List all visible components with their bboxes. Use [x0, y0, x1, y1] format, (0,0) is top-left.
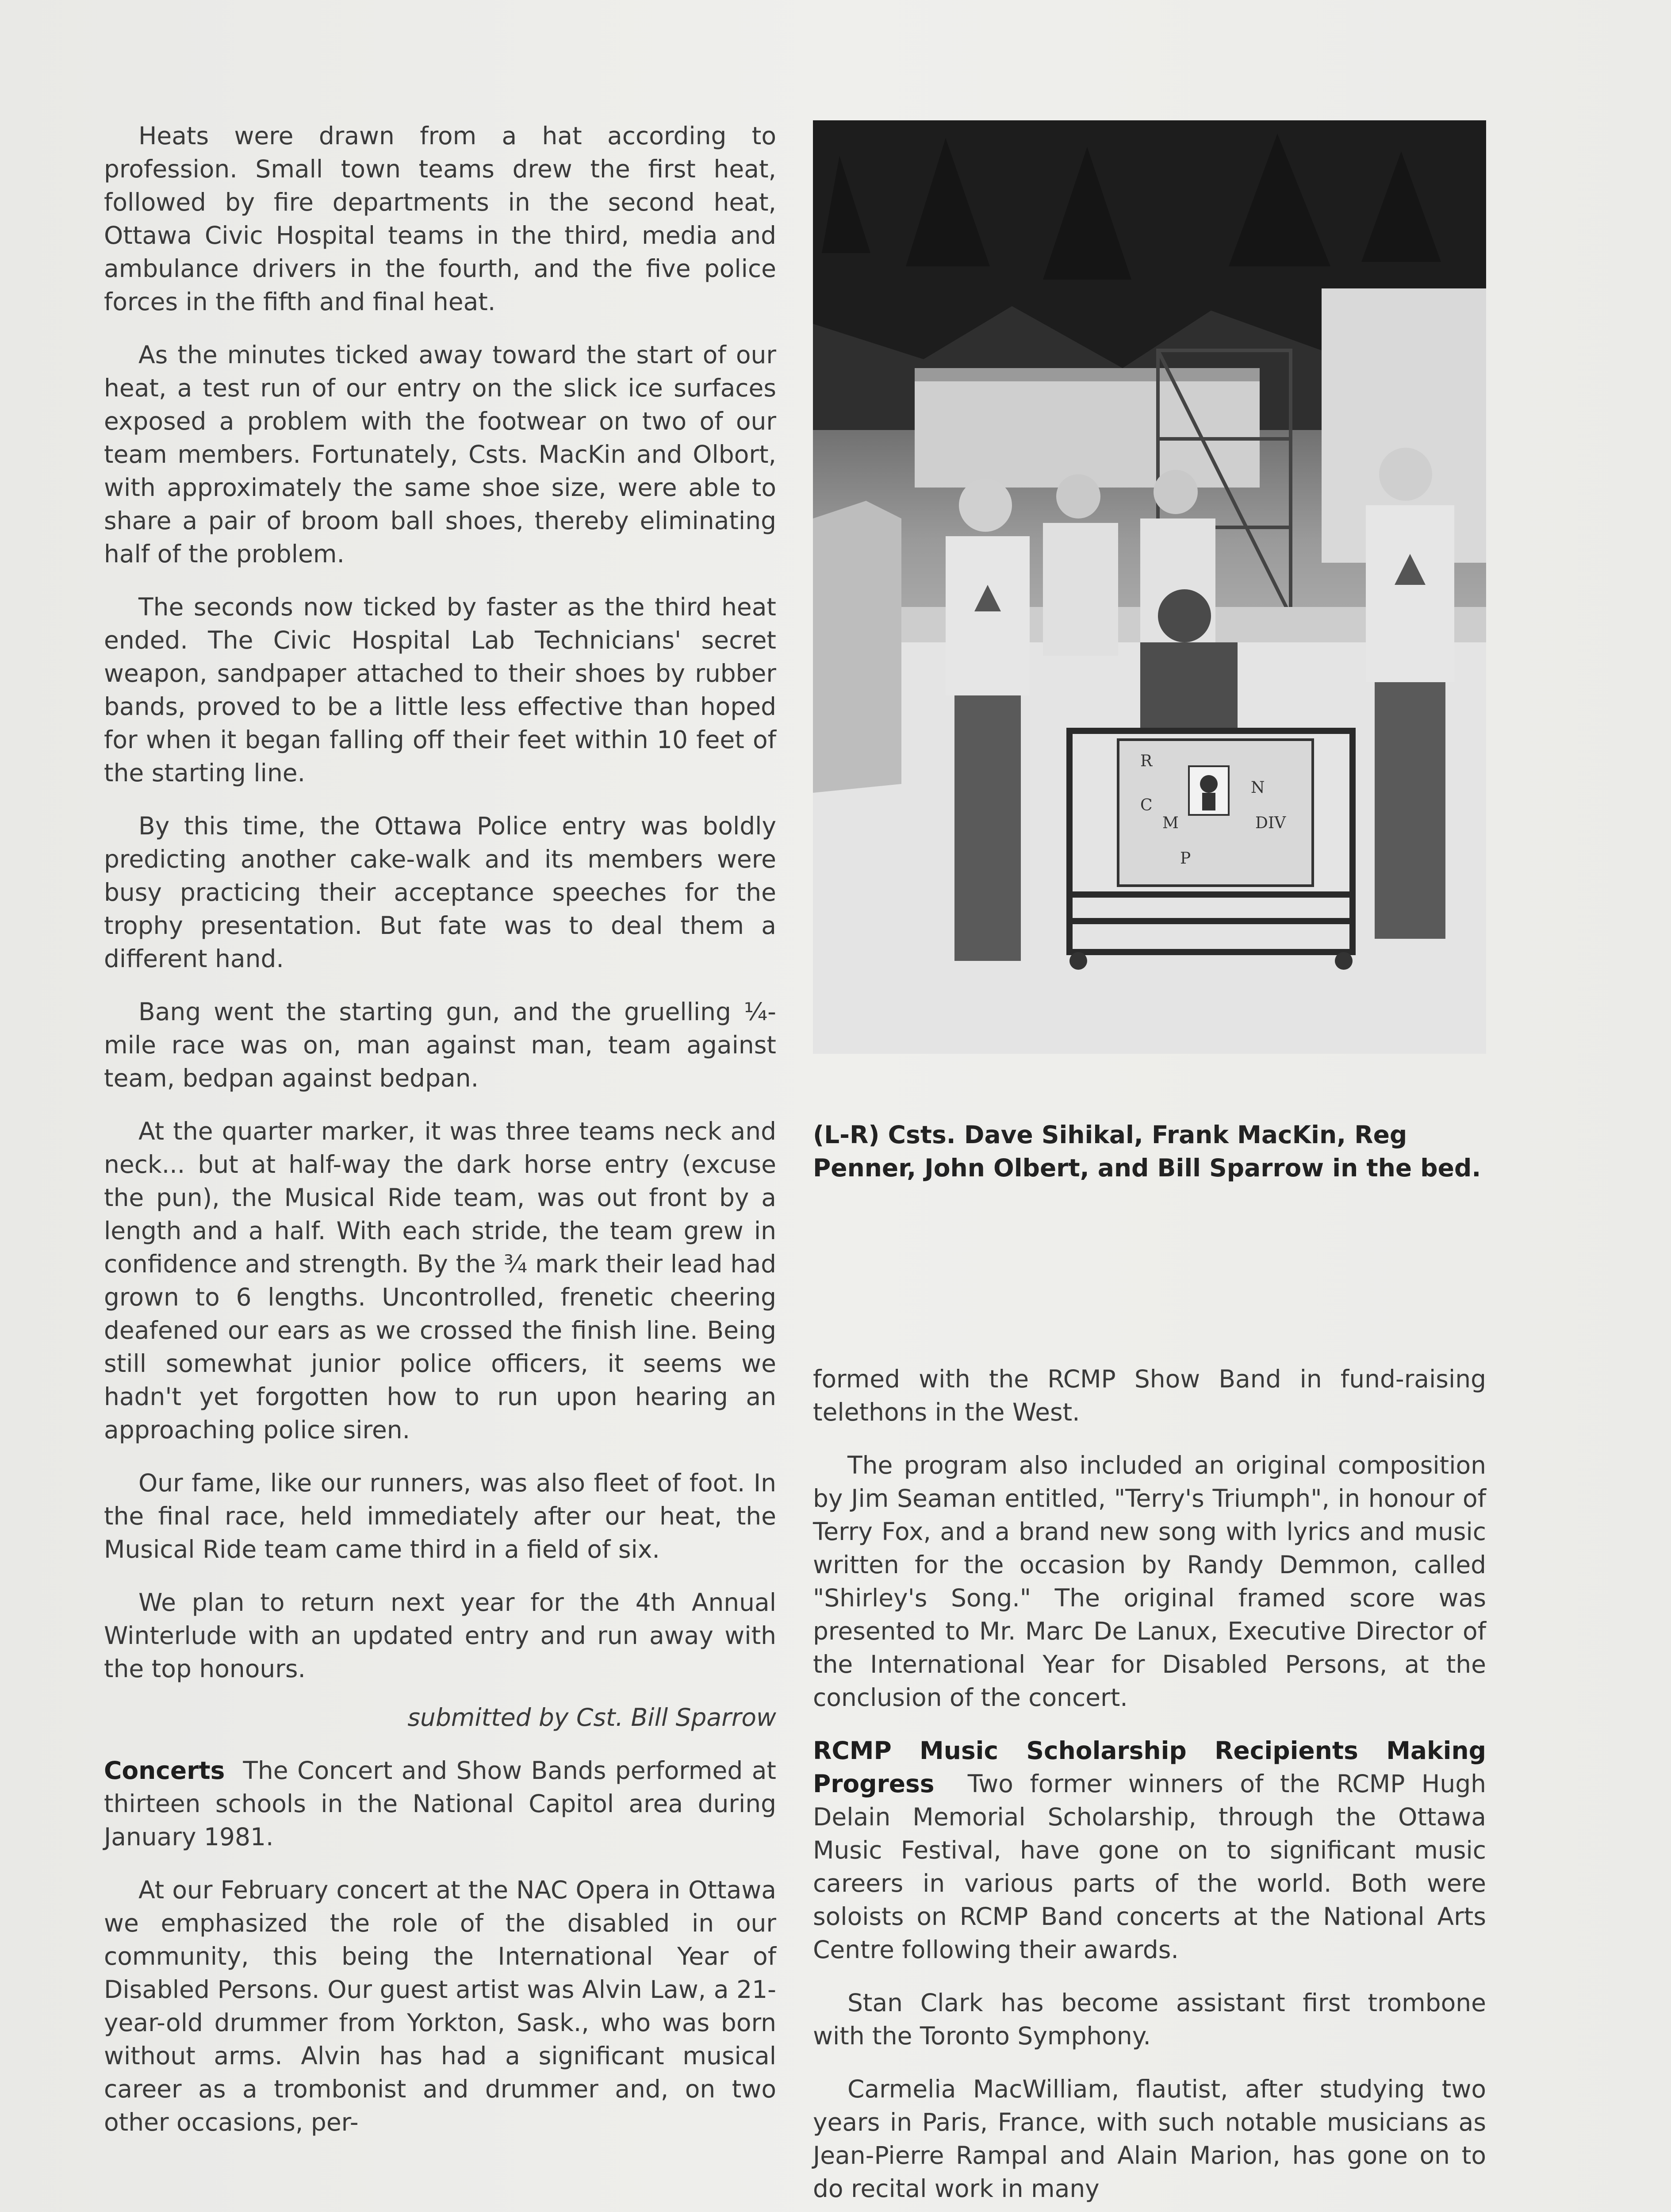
paragraph: Bang went the starting gun, and the gruelling ¼-mile race was on, man against man, team against team, bedpan against bedpan.	[104, 998, 776, 1092]
paragraph: Stan Clark has become assistant first trombone with the Toronto Symphony.	[813, 1989, 1486, 2050]
paragraph: The seconds now ticked by faster as the third heat ended. The Civic Hospital Lab Technicians' secret weapon, sandpaper attached to their shoes by rubber bands, proved to be a little less effective than hoped for when it began falling off their feet within 10 feet of the starting line.	[104, 593, 776, 787]
scholarship-heading: RCMP Music Scholarship Recipients Making Progress	[813, 1736, 1486, 1798]
paragraph: The program also included an original composition by Jim Seaman entitled, "Terry's Triumph", in honour of Terry Fox, and a brand new song with lyrics and music written for the occasion by Randy Demmon, called "Shirley's Song." The original framed score was presented to Mr. Marc De Lanux, Executive Director of the International Year for Disabled Persons, at the conclusion of the concert.	[813, 1451, 1486, 1712]
sign-letter: M	[1162, 814, 1179, 832]
right-column	[813, 1363, 1486, 2212]
team-photo	[813, 120, 1486, 1054]
paragraph: By this time, the Ottawa Police entry was boldly predicting another cake-walk and its members were busy practicing their acceptance speeches for the trophy presentation. But fate was to deal them a different hand.	[104, 812, 776, 973]
paragraph: Heats were drawn from a hat according to profession. Small town teams drew the first heat, followed by fire departments in the second heat, Ottawa Civic Hospital teams in the third, media and ambulance drivers in the fourth, and the five police forces in the fifth and final heat.	[104, 122, 776, 316]
paragraph: Carmelia MacWilliam, flautist, after studying two years in Paris, France, with such notable musicians as Jean-Pierre Rampal and Alain Marion, has gone on to do recital work in many	[813, 2075, 1486, 2203]
sign-letter: N	[1251, 779, 1265, 797]
scholarship-paragraph	[813, 1734, 1486, 1966]
concerts-text: The Concert and Show Bands performed at thirteen schools in the National Capitol area during January 1981.	[104, 1756, 776, 1851]
concerts-paragraph	[104, 1754, 776, 1854]
paragraph: Our fame, like our runners, was also fleet of foot. In the final race, held immediately after our heat, the Musical Ride team came third in a field of six.	[104, 1469, 776, 1563]
paragraph: At our February concert at the NAC Opera in Ottawa we emphasized the role of the disabled in our community, this being the International Year of Disabled Persons. Our guest artist was Alvin Law, a 21-year-old drummer from Yorkton, Sask., who was born without arms. Alvin has had a significant musical career as a trombonist and drummer and, on two other occasions, per-	[104, 1876, 776, 2136]
team-photo-illustration	[813, 120, 1486, 1054]
sign-letter: DIV	[1255, 814, 1286, 832]
signature: submitted by Cst. Bill Sparrow	[407, 1703, 776, 1732]
paragraph: At the quarter marker, it was three teams neck and neck... but at half-way the dark horse entry (excuse the pun), the Musical Ride team, was out front by a length and a half. With each stride, the team grew in confidence and strength. By the ¾ mark their lead had grown to 6 lengths. Uncontrolled, frenetic cheering deafened our ears as we crossed the finish line. Being still somewhat junior police officers, it seems we hadn't yet forgotten how to run upon hearing an approaching police siren.	[104, 1117, 776, 1444]
sign-letter: C	[1140, 796, 1153, 814]
concerts-heading: Concerts	[104, 1756, 225, 1785]
paragraph: We plan to return next year for the 4th Annual Winterlude with an updated entry and run away with the top honours.	[104, 1588, 776, 1683]
sign-letter: P	[1180, 849, 1191, 868]
paragraph: formed with the RCMP Show Band in fund-raising telethons in the West.	[813, 1365, 1486, 1426]
photo-caption: (L-R) Csts. Dave Sihikal, Frank MacKin, Reg Penner, John Olbert, and Bill Sparrow in the bed.	[813, 1121, 1481, 1182]
scholarship-text: Two former winners of the RCMP Hugh Delain Memorial Scholarship, through the Ottawa Music Festival, have gone on to significant music careers in various parts of the world. Both were soloists on RCMP Band concerts at the National Arts Centre following their awards.	[813, 1770, 1486, 1964]
paragraph: As the minutes ticked away toward the start of our heat, a test run of our entry on the slick ice surfaces exposed a problem with the footwear on two of our team members. Fortunately, Csts. MacKin and Olbort, with approximately the same shoe size, were able to share a pair of broom ball shoes, thereby eliminating half of the problem.	[104, 341, 776, 568]
sign-letter: R	[1140, 752, 1153, 770]
left-column	[104, 119, 776, 2159]
